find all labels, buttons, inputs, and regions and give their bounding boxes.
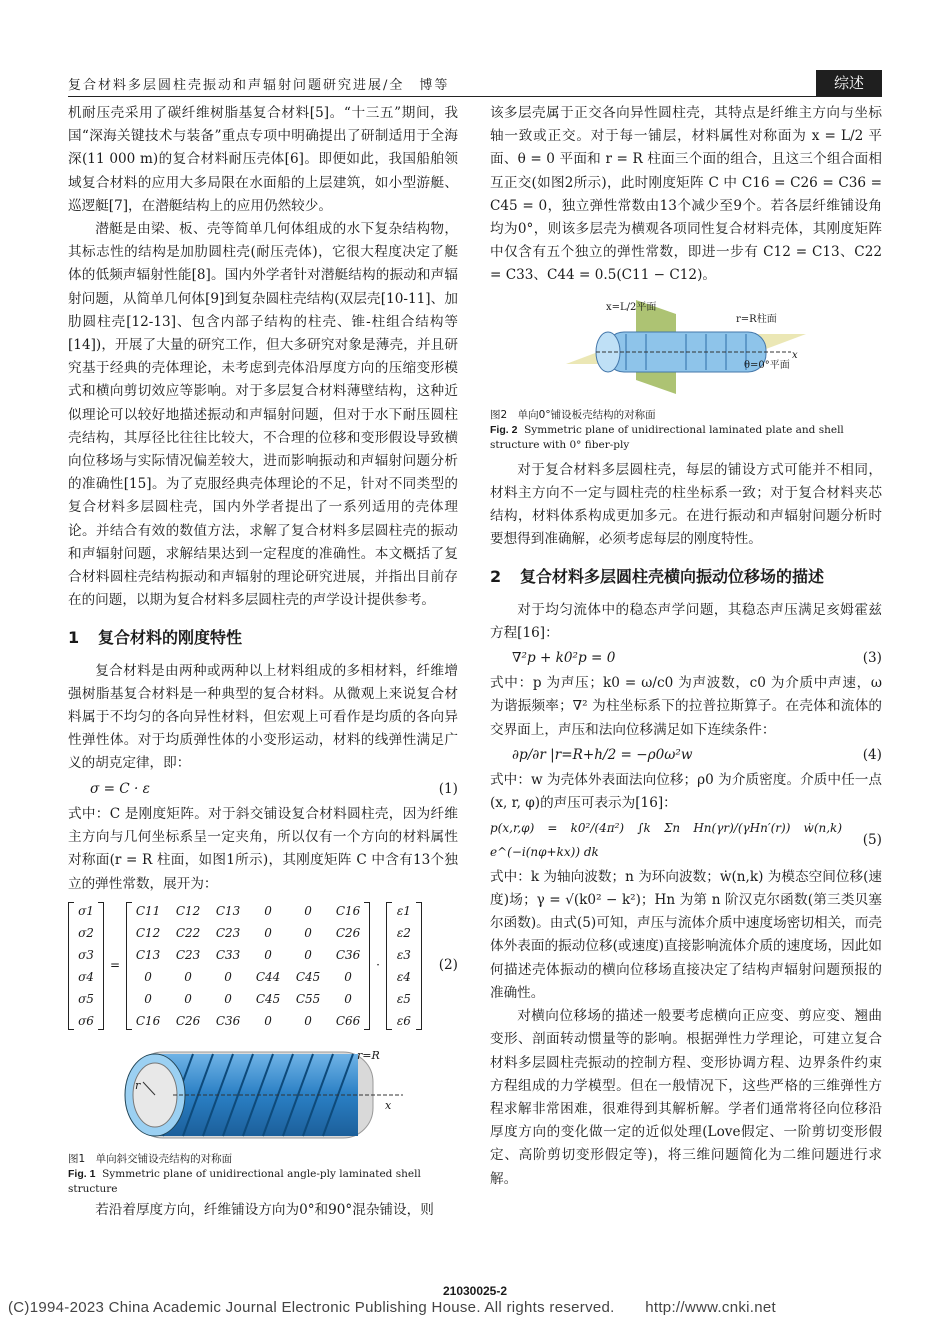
matrix-entry: C36 <box>335 947 361 962</box>
matrix-entry: C12 <box>135 925 161 940</box>
figure-1-caption <box>68 1152 458 1197</box>
equation-2: σ1 σ2 σ3 σ4 σ5 σ6 = C11 C12 C13 0 0 C16 C12 C22 C23 0 0 C26 C13 C23 C33 0 0 C36 0 0 0 C44 C45 0 0 0 0 C45 C55 0 C16 C26 C36 0 0 C66 · ε1 ε2 ε3 ε4 ε5 ε6 (2) <box>68 902 458 1030</box>
section-heading-1 <box>68 626 458 649</box>
equation-number: (2) <box>438 957 458 974</box>
fig1-label-surface: r=R <box>357 1048 380 1062</box>
left-column <box>68 102 458 1222</box>
paragraph: 对于复合材料多层圆柱壳，每层的铺设方式可能并不相同，材料主方向不一定与圆柱壳的柱坐标系一致；对于复合材料夹芯结构，材料体系构成更加多元。在进行振动和声辐射问题分析时要想得到准确解，必须考虑每层的刚度特性。 <box>490 461 882 548</box>
epsilon-entry: ε6 <box>396 1013 411 1028</box>
equation-5 <box>490 817 882 863</box>
matrix-entry: 0 <box>304 1013 312 1028</box>
matrix-entry: 0 <box>264 1013 272 1028</box>
equation-number: (4) <box>862 746 882 763</box>
matrix-entry: C16 <box>335 903 361 918</box>
running-title: 复合材料多层圆柱壳振动和声辐射问题研究进展/全 博等 <box>68 78 450 93</box>
matrix-entry: C36 <box>215 1013 241 1028</box>
section-heading-2 <box>490 565 882 588</box>
matrix-entry: 0 <box>184 991 192 1006</box>
figure-2-caption <box>490 408 882 453</box>
paragraph: 该多层壳属于正交各向异性圆柱壳，其特点是纤维主方向与坐标轴一致或正交。对于每一铺层，材料属性对称面为 x = L/2 平面、θ = 0 平面和 r = R 柱面三个面的组合，且这三个组合面相互正交(如图2所示)，此时刚度矩阵 C 中 C16 = C26 = C36 = C45 = 0，独立弹性常数由13个减少至9个。若各层纤维铺设角均为0°，则该多层壳为横观各项同性复合材料壳体，其刚度矩阵中仅含有五个独立的弹性常数，即进一步有 C12 = C13、C22 = C33、C44 = 0.5(C11 − C12)。 <box>490 105 882 284</box>
equation-body: σ = C · ε <box>90 780 150 797</box>
matrix-entry: C13 <box>215 903 241 918</box>
paragraph: 式中：C 是刚度矩阵。对于斜交铺设复合材料圆柱壳，因为纤维主方向与几何坐标系呈一定夹角，所以仅有一个方向的材料属性对称面(r = R 柱面，如图1所示)，其刚度矩阵 C 中含有13个独立的弹性常数，展开为： <box>68 805 458 892</box>
equation-body: ∂p/∂r |r=R+h/2 = −ρ0ω²w <box>512 746 693 763</box>
epsilon-vector <box>386 902 422 1030</box>
equation-body: p(x,r,φ) = k0²/(4π²) ∫k Σn Hn(γr)/(γHn′(r)) ẇ(n,k) e^(−i(nφ+kx)) dk <box>490 821 842 859</box>
paragraph: 式中：p 为声压；k0 = ω/c0 为声波数，c0 为介质中声速，ω 为谐振频率；∇² 为柱坐标系下的拉普拉斯算子。在壳体和流体的交界面上，声压和法向位移满足如下连续条件： <box>490 675 882 738</box>
paragraph: 潜艇是由梁、板、壳等简单几何体组成的水下复杂结构物，其标志性的结构是加肋圆柱壳(耐压壳体)，它很大程度决定了艇体的低频声辐射性能[8]。国内外学者针对潜艇结构的振动和声辐射问题，从简单几何体[9]到复杂圆柱壳结构(双层壳[10-11]、加肋圆柱壳[12-13]、包含内部子结构的柱壳、锥-柱组合结构等[14])，开展了大量的研究工作，但大多研究对象是薄壳，并且研究基于经典的壳体理论，未考虑到壳体沿厚度方向的压缩变形模式和横向剪切效应等影响。对于多层复合材料薄壁结构，这种近似理论可以较好地描述振动和声辐射问题，但对于水下耐压圆柱壳结构，其厚径比往往比较大，不合理的位移和变形假设导致横向位移场与实际情况偏差较大，进而影响振动和声辐射问题分析的准确性[15]。为了克服经典壳体理论的不足，针对不同类型的复合材料多层圆柱壳，国内外学者提出了一系列适用的壳体理论。并结合有效的数值方法，求解了复合材料多层圆柱壳的振动和声辐射问题，求解结果达到一定程度的准确性。本文概括了复合材料圆柱壳结构振动和声辐射的理论研究进展，并指出目前存在的问题，以期为复合材料多层圆柱壳的声学设计提供参考。 <box>68 221 458 609</box>
equation-3 <box>490 647 882 670</box>
matrix-entry: 0 <box>144 969 152 984</box>
equation-4 <box>490 744 882 767</box>
figure-1 <box>113 1038 413 1148</box>
paragraph: 对横向位移场的描述一般要考虑横向正应变、剪应变、翘曲变形、剖面转动惯量等的影响。根据弹性力学理论，可建立复合材料多层圆柱壳振动的控制方程、变形协调方程、边界条件约束方程组成的力学模型。但在一般情况下，这些严格的三维弹性方程求解非常困难，很难得到其解析解。学者们通常将径向位移沿厚度方向的变化做一定的近似处理(Love假定、一阶剪切变形假定、高阶剪切变形假定等)，将三维问题简化为二维问题进行求解。 <box>490 1008 882 1187</box>
copyright-line: (C)1994-2023 China Academic Journal Electronic Publishing House. All rights reserved. http://www.cnki.net <box>8 1299 776 1316</box>
sigma-entry: σ6 <box>78 1013 94 1028</box>
matrix-entry: 0 <box>304 925 312 940</box>
fig2-label-x: x <box>792 349 798 361</box>
epsilon-entry: ε1 <box>396 903 411 918</box>
figure-2 <box>566 294 806 404</box>
matrix-entry: 0 <box>264 903 272 918</box>
matrix-entry: 0 <box>304 947 312 962</box>
equation-1 <box>68 778 458 801</box>
epsilon-entry: ε5 <box>396 991 411 1006</box>
fig1-label-x: x <box>385 1098 392 1112</box>
paragraph: 式中：w 为壳体外表面法向位移；ρ0 为介质密度。介质中任一点(x, r, φ)的声压可表示为[16]： <box>490 772 882 812</box>
caption-en: Symmetric plane of unidirectional laminated plate and shell structure with 0° fiber-ply <box>490 423 844 451</box>
sigma-vector <box>68 902 104 1030</box>
epsilon-entry: ε3 <box>396 947 411 962</box>
epsilon-entry: ε4 <box>396 969 411 984</box>
equation-body: ∇²p + k0²p = 0 <box>512 650 616 667</box>
stiffness-matrix <box>126 902 370 1030</box>
matrix-entry: C33 <box>215 947 241 962</box>
matrix-entry: 0 <box>304 903 312 918</box>
section-title: 复合材料的刚度特性 <box>98 628 243 648</box>
section-badge: 综述 <box>816 70 882 96</box>
matrix-entry: C55 <box>295 991 321 1006</box>
matrix-entry: C16 <box>135 1013 161 1028</box>
equation-number: (1) <box>438 780 458 797</box>
matrix-entry: C22 <box>175 925 201 940</box>
matrix-entry: C26 <box>175 1013 201 1028</box>
matrix-entry: C11 <box>135 903 161 918</box>
fig2-label-r-surface: r=R柱面 <box>736 313 777 325</box>
page-number: 21030025-2 <box>442 1284 508 1298</box>
matrix-entry: C26 <box>335 925 361 940</box>
section-title: 复合材料多层圆柱壳横向振动位移场的描述 <box>520 567 825 587</box>
sigma-entry: σ3 <box>78 947 94 962</box>
paragraph: 对于均匀流体中的稳态声学问题，其稳态声压满足亥姆霍兹方程[16]： <box>490 601 882 641</box>
matrix-entry: 0 <box>184 969 192 984</box>
caption-en-label: Fig. 1 <box>68 1167 96 1180</box>
section-number: 1 <box>68 628 80 648</box>
caption-en: Symmetric plane of unidirectional angle-ply laminated shell structure <box>68 1167 421 1195</box>
caption-zh: 图1 单向斜交铺设壳结构的对称面 <box>68 1152 233 1165</box>
matrix-entry: 0 <box>344 969 352 984</box>
matrix-entry: 0 <box>264 925 272 940</box>
sigma-entry: σ1 <box>78 903 94 918</box>
matrix-entry: C66 <box>335 1013 361 1028</box>
paragraph: 式中：k 为轴向波数；n 为环向波数；ẇ(n,k) 为模态空间位移(速度)场；γ = √(k0² − k²)；Hn 为第 n 阶汉克尔函数(第三类贝塞尔函数)。由式(5)可知，声压与流体介质中速度场密切相关，而壳体外表面的振动位移(或速度)直接影响流体介质的速度场，因此如何描述壳体振动的横向位移场直接决定了结构声辐射问题预报的准确性。 <box>490 868 882 1001</box>
matrix-entry: C45 <box>295 969 321 984</box>
matrix-entry: C13 <box>135 947 161 962</box>
right-column <box>490 102 882 1191</box>
caption-en-label: Fig. 2 <box>490 423 518 436</box>
equation-number: (5) <box>862 832 882 849</box>
matrix-entry: C12 <box>175 903 201 918</box>
matrix-entry: 0 <box>144 991 152 1006</box>
matrix-entry: C44 <box>255 969 281 984</box>
header-rule <box>68 96 882 97</box>
matrix-entry: 0 <box>344 991 352 1006</box>
epsilon-entry: ε2 <box>396 925 411 940</box>
fig2-label-theta-plane: θ=0°平面 <box>744 359 790 371</box>
section-number: 2 <box>490 567 502 587</box>
sigma-entry: σ5 <box>78 991 94 1006</box>
matrix-entry: 0 <box>224 969 232 984</box>
fig1-label-r: r <box>135 1078 141 1092</box>
paragraph: 若沿着厚度方向，纤维铺设方向为0°和90°混杂铺设，则 <box>95 1201 434 1218</box>
sigma-entry: σ4 <box>78 969 94 984</box>
matrix-entry: 0 <box>264 947 272 962</box>
caption-zh: 图2 单向0°铺设板壳结构的对称面 <box>490 408 656 421</box>
fig2-label-x-plane: x=L/2平面 <box>606 301 657 313</box>
sigma-entry: σ2 <box>78 925 94 940</box>
paragraph: 机耐压壳采用了碳纤维树脂基复合材料[5]。“十三五”期间，我国“深海关键技术与装备”重点专项中明确提出了研制适用于全海深(11 000 m)的复合材料耐压壳体[6]。即便如此，我国船舶领域复合材料的应用大多局限在水面船的上层建筑，如小型游艇、巡逻艇[7]，在潜艇结构上的应用仍然较少。 <box>68 105 458 214</box>
matrix-entry: C23 <box>175 947 201 962</box>
matrix-entry: C45 <box>255 991 281 1006</box>
equation-number: (3) <box>862 650 882 667</box>
paragraph: 复合材料是由两种或两种以上材料组成的多相材料，纤维增强树脂基复合材料是一种典型的复合材料。从微观上来说复合材料属于不均匀的各向异性材料，但宏观上可看作是均质的各向异性弹性体。对于均质弹性体的小变形运动，材料的线弹性满足广义的胡克定律，即： <box>68 662 458 772</box>
matrix-entry: C23 <box>215 925 241 940</box>
matrix-entry: 0 <box>224 991 232 1006</box>
